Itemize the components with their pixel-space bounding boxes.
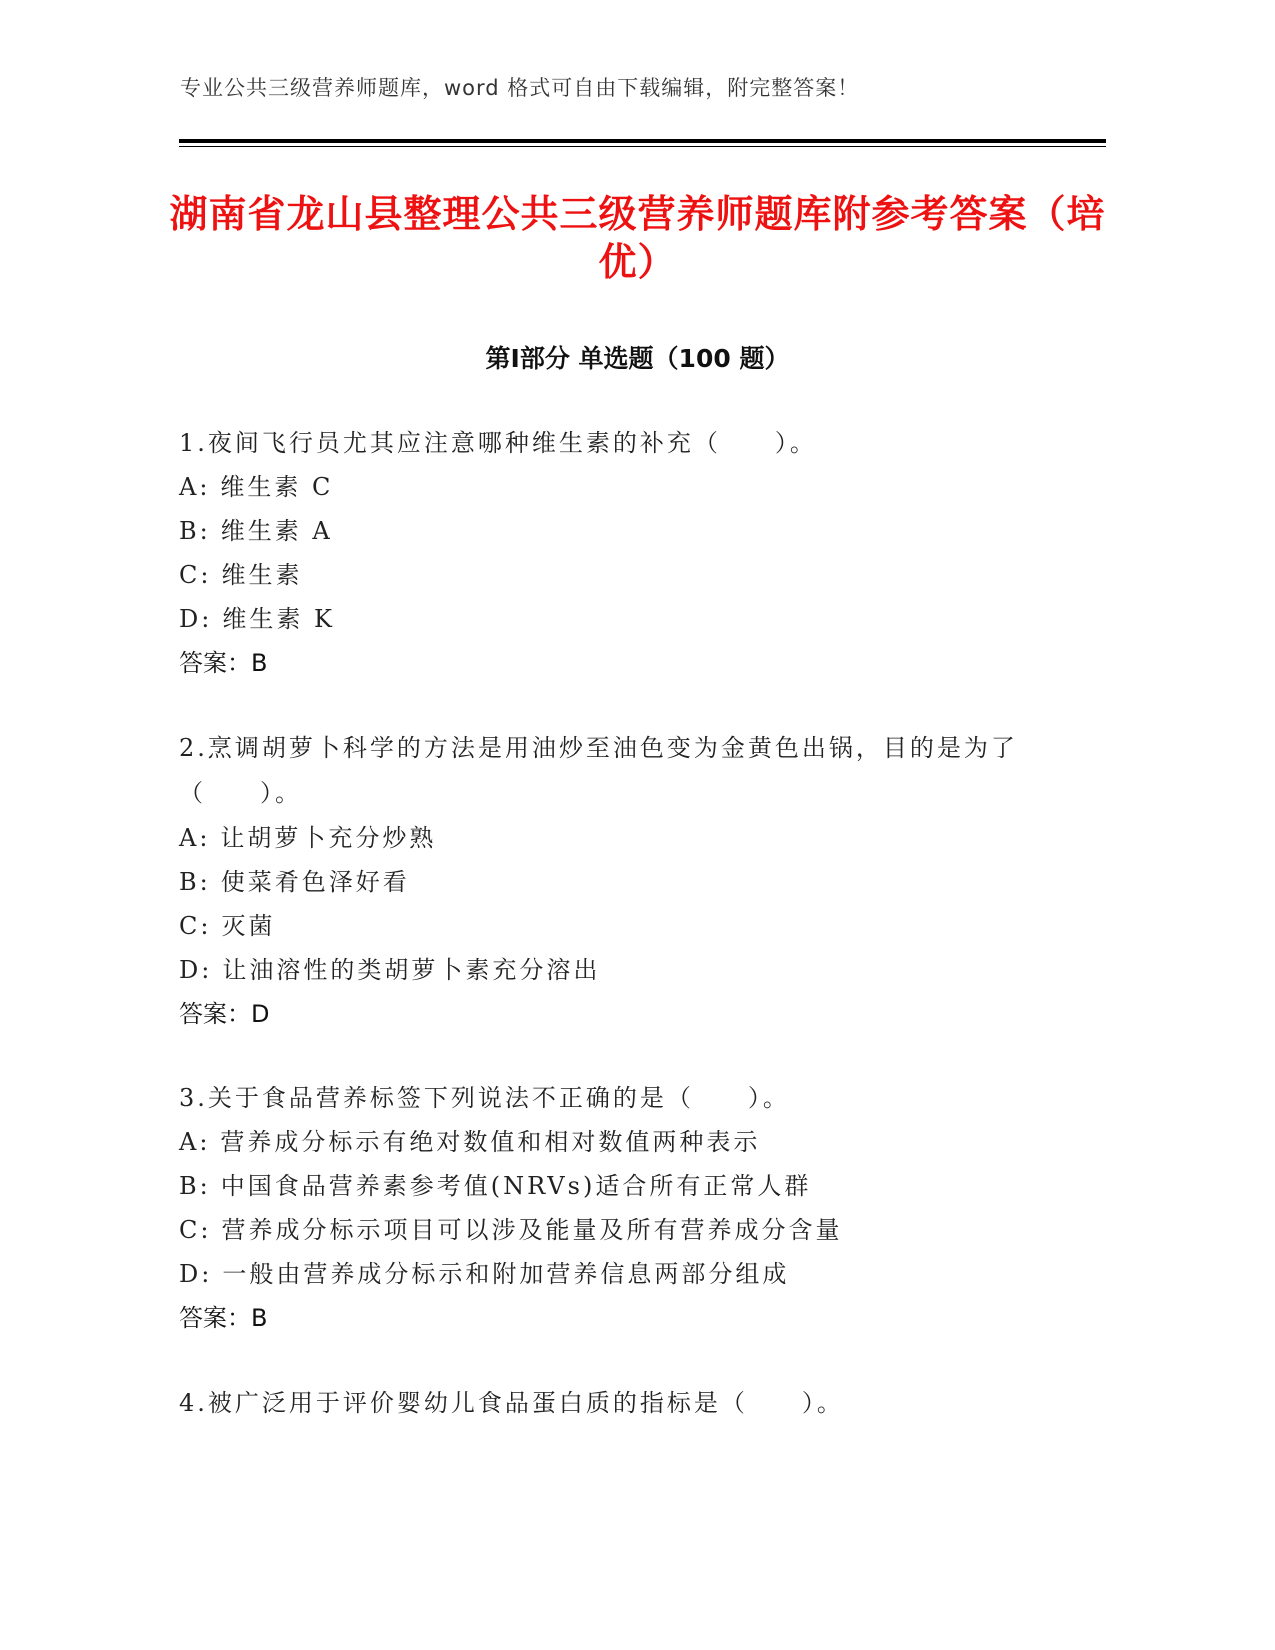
option-key: A: [179,824,211,852]
option-key: C: [179,1216,212,1244]
option-text: 一般由营养成分标示和附加营养信息两部分组成 [222,1260,790,1288]
option-text: 维生素 A [220,517,333,545]
answer-label: 答案：D [179,1000,270,1028]
header-rule-thin [179,146,1106,147]
option-text: 维生素 K [222,605,335,633]
option-key: B: [179,1172,211,1200]
option-b [179,509,1039,553]
question-stem: 4.被广泛用于评价婴幼儿食品蛋白质的指标是（ ）。 [179,1389,844,1417]
option-key: D: [179,956,213,984]
option-text: 维生素 [221,561,303,589]
question-1 [179,421,1039,685]
answer-label: 答案：B [179,1304,268,1332]
option-b [179,1164,1039,1208]
option-a [179,465,1039,509]
document-title: 湖南省龙山县整理公共三级营养师题库附参考答案（培优） [169,192,1106,284]
option-key: C: [179,912,212,940]
question-4 [179,1381,1039,1425]
option-d [179,948,1039,992]
option-key: C: [179,561,212,589]
question-2 [179,726,1039,1036]
option-text: 营养成分标示项目可以涉及能量及所有营养成分含量 [221,1216,843,1244]
option-key: B: [179,868,211,896]
header-rule-thick [179,139,1106,143]
option-text: 让胡萝卜充分炒熟 [220,824,437,852]
option-b [179,860,1039,904]
option-text: 灭菌 [221,912,276,940]
option-text: 中国食品营养素参考值(NRVs)适合所有正常人群 [220,1172,812,1200]
option-key: D: [179,605,213,633]
question-3 [179,1076,1039,1340]
option-c [179,904,1039,948]
option-text: 营养成分标示有绝对数值和相对数值两种表示 [220,1128,761,1156]
option-d [179,1252,1039,1296]
section-title: 第Ⅰ部分 单选题（100 题） [485,344,790,373]
option-key: D: [179,1260,213,1288]
answer-label: 答案：B [179,649,268,677]
option-key: A: [179,1128,211,1156]
header-note: 专业公共三级营养师题库，word 格式可自由下载编辑，附完整答案！ [180,76,860,100]
option-text: 使菜肴色泽好看 [220,868,410,896]
option-text: 让油溶性的类胡萝卜素充分溶出 [222,956,601,984]
option-a [179,816,1039,860]
question-stem: 1.夜间飞行员尤其应注意哪种维生素的补充（ ）。 [179,429,817,457]
option-d [179,597,1039,641]
question-stem: 3.关于食品营养标签下列说法不正确的是（ ）。 [179,1084,790,1112]
option-a [179,1120,1039,1164]
option-c [179,1208,1039,1252]
option-key: B: [179,517,211,545]
question-stem: 2.烹调胡萝卜科学的方法是用油炒至油色变为金黄色出锅，目的是为了（ ）。 [179,734,1018,807]
option-c [179,553,1039,597]
option-key: A: [179,473,211,501]
option-text: 维生素 C [220,473,334,501]
